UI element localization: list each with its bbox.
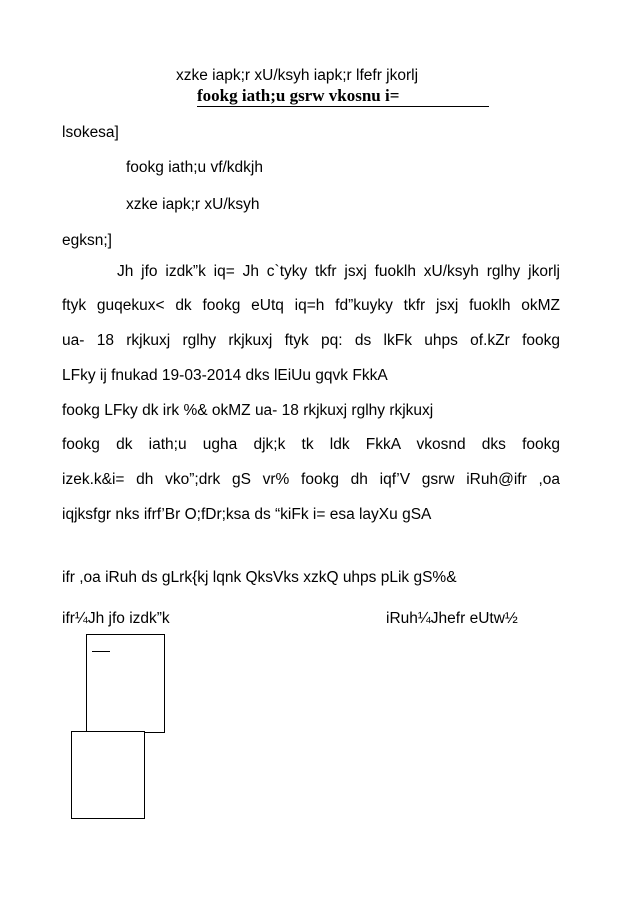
placeholder-dash (92, 651, 110, 652)
paragraph-1-line: LFky ij fnukad 19-03-2014 dks lEiUu gqvk FkkA (62, 367, 388, 384)
greeting-label: egksn;] (62, 232, 112, 249)
husband-photo-box (86, 634, 165, 733)
paragraph-1-line: ftyk guqekux< dk fookg eUtq iq=h fd”kuyky tkfr jsxj fuoklh okMZ (62, 297, 560, 314)
paragraph-1-line: Jh jfo izdk”k iq= Jh c`tyky tkfr jsxj fuoklh xU/ksyh rglhy jkorlj (117, 263, 560, 280)
photo-instruction-line: ifr ,oa iRuh ds gLrk{kj lqnk QksVks xzkQ uhps pLik gS%& (62, 569, 457, 586)
paragraph-2-line: izek.k&i= dh vko”;drk gS vr% fookg dh iqf’V gsrw iRuh@ifr ,oa (62, 471, 560, 488)
recipient-line-2: xzke iapk;r xU/ksyh (126, 196, 260, 213)
salutation-label: lsokesa] (62, 124, 119, 141)
document-title: fookg iath;u gsrw vkosnu i= (197, 86, 489, 107)
wife-photo-box (71, 731, 145, 819)
paragraph-2-line: fookg LFky dk irk %& okMZ ua- 18 rkjkuxj rglhy rkjkuxj (62, 402, 434, 419)
recipient-line-1: fookg iath;u vf/kdkjh (126, 159, 263, 176)
paragraph-2-line: fookg dk iath;u ugha djk;k tk ldk FkkA vkosnd dks fookg (62, 436, 560, 453)
header-line: xzke iapk;r xU/ksyh iapk;r lfefr jkorlj (176, 67, 419, 84)
paragraph-1-line: ua- 18 rkjkuxj rglhy rkjkuxj ftyk pq: ds lkFk uhps of.kZr fookg (62, 332, 560, 349)
paragraph-2-line: iqjksfgr nks ifrf’Br O;fDr;ksa ds “kiFk i= esa layXu gSA (62, 506, 432, 523)
husband-label: ifr¼Jh jfo izdk”k (62, 610, 170, 627)
wife-label: iRuh¼Jhefr eUtw½ (386, 610, 518, 627)
